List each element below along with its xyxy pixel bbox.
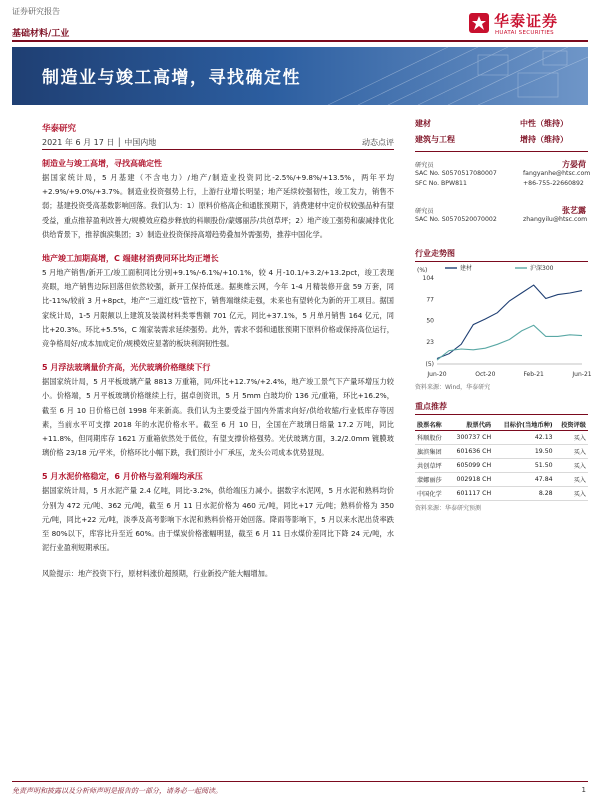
investment-rating: 买入: [555, 445, 588, 459]
y-axis-label: (%): [417, 267, 428, 274]
header-divider: [42, 149, 394, 150]
x-tick-label: Jun-21: [572, 371, 592, 378]
table-source: 资料来源：华泰研究预测: [415, 505, 482, 512]
stock-name: 科顺股份: [415, 431, 448, 445]
y-tick-label: 77: [426, 296, 434, 304]
section-body: 据国家统计局，5 月平板玻璃产量 8813 万重箱，同/环比+12.7%/+2.4%，地产竣工景气下产量环增压力较小。价格端，5 月平板玻璃价格继续上行，据卓创资讯，5 月 5mm 白玻均价 136 元/重箱，环比+16.2%，截至 6 月 10 日价格已创 1998 年来新高。我们认为主要受益于国内外需求向好/供给收缩/行业低库存等因素，当前水平可支撑 2018 年的水泥价格水平。截至 6 月 10 日，全国在产玻璃日熔量 17.2 万吨，同比+11.8%，但同期库存 1621 万重箱依然处于低位，有望支撑价格强势。光伏玻璃方面，3.2/2.0mm 镀膜玻璃价格 23/18 元/平米，价格环比小幅下跌，我们预计小厂承压，龙头公司成本优势显现。: [42, 377, 394, 458]
section-2: [42, 252, 394, 351]
section-heading: 5 月水泥价格稳定，6 月价格与盈利端均承压: [42, 472, 203, 482]
section-body: 据国家统计局，5 月水泥产量 2.4 亿吨，同比-3.2%，供给端压力减小。据数字水泥网，5 月水泥和熟料均价分别为 472 元/吨、362 元/吨，截至 6 月 11 日水泥价格为 460 元/吨，同比+17 元/吨；熟料价格为 350 元/吨，同比+22 元/吨，淡季及高考影响下水泥和熟料价格开始回落。降雨等影响下，5 月以来水泥出货率跌至 80%以下，库容比升至近 60%。由于煤炭价格涨幅明显，截至 6 月 11 日水煤价差同比下降 24 元/吨，水泥行业盈利短期承压。: [42, 486, 394, 553]
analyst-role: 研究员: [415, 208, 434, 215]
stocks-title: 重点推荐: [415, 401, 588, 415]
trend-chart-svg: [415, 262, 592, 380]
section-heading: 地产竣工加期高增，C 端建材消费同环比均正增长: [42, 254, 219, 264]
col-header: 股票代码: [448, 419, 493, 431]
stock-code: 601636 CH: [448, 445, 493, 459]
analyst-card: [415, 206, 588, 232]
analyst-card: [415, 160, 591, 198]
section-3: [42, 361, 394, 460]
target-price: 8.28: [493, 487, 554, 501]
stock-code: 601117 CH: [448, 487, 493, 501]
main-column: [42, 157, 394, 582]
logo-text-cn: 华泰证券: [494, 12, 559, 30]
report-title: 制造业与竣工高增，寻找确定性: [42, 68, 301, 88]
y-tick-label: (5): [425, 361, 434, 368]
series-line-0: [437, 285, 582, 358]
table-row: [415, 487, 588, 501]
analyst-name: 张艺露: [562, 206, 586, 215]
section-body: 5 月地产销售/新开工/竣工面积同比分别+9.1%/-6.1%/+10.1%，较 4 月-10.1/+3.2/+13.2pct，竣工表现亮眼，地产销售边际回落但依然较强，新开工保持低迷。据奥维云网，今年 1-4 月精装修开盘 59 万套，同比-11%/较前 3 月+8pct，地产“三道红线”管控下，销售端继续走强，未来也有望转化为新的开工项目。据国家统计局，1-5 月限额以上建筑及装潢材料类零售额 701 亿元，同比+37.1%，5 月单月销售 164 亿元，同比+20.3%。环比+5.5%，C 端家装需求延续强势。此外，需求不弱和通胀预期下原料价格或保持高位运行，竞争格局好/成本加成定价/规模效应显著的板块利润韧性强。: [42, 268, 394, 349]
section-body: 据国家统计局，5 月基建（不含电力）/地产/制造业投资同比-2.5%/+9.8%/+13.5%，两年平均+2.9%/+9.0%/+3.7%。制造业投资强势上行，上游行业增长明显；地产延续较强韧性，竣工发力，销售不弱；基建投资受高基数影响回落。我们认为：1）原料价格高企和通胀预期下，消费建材中定价权较强品种有望受益，重点推荐盈利改善大/规模效应稳步释放的科顺股份/蒙娜丽莎/共创草坪；2）地产竣工强势和碳减排优化供给背景下，推荐旗滨集团；3）制造业投资保持高增趋势叠加外需强势，推荐中国化学。: [42, 173, 394, 239]
stock-code: 605099 CH: [448, 459, 493, 473]
analyst-sfc: SFC No. BPW811: [415, 180, 467, 187]
stock-name: 中国化学: [415, 487, 448, 501]
risk-warning: 风险提示：地产投资下行，原材料涨价超预期，行业新投产能大幅增加。: [42, 569, 273, 579]
investment-rating: 买入: [555, 487, 588, 501]
investment-rating: 买入: [555, 431, 588, 445]
table-row: [415, 459, 588, 473]
trend-title: 行业走势图: [415, 248, 588, 262]
analyst-sac: SAC No. S0570520070002: [415, 216, 497, 223]
investment-rating: 买入: [555, 473, 588, 487]
section-4: [42, 470, 394, 555]
legend-label: 建材: [460, 265, 473, 272]
stock-code: 002918 CH: [448, 473, 493, 487]
rating-value: 增持（维持）: [520, 135, 568, 144]
col-header: 投资评级: [555, 419, 588, 431]
analyst-email[interactable]: zhangyilu@htsc.com: [523, 216, 588, 223]
section-heading: 制造业与竣工高增，寻找高确定性: [42, 159, 162, 168]
rating-value: 中性（维持）: [520, 119, 568, 128]
section-1: [42, 157, 394, 242]
x-tick-label: Feb-21: [523, 371, 544, 378]
trend-chart: [415, 262, 592, 380]
rating-sector: 建筑与工程: [415, 135, 455, 144]
page-number: 1: [581, 786, 586, 794]
sector-label: 基础材料/工业: [12, 29, 70, 39]
analyst-sac: SAC No. S0570517080007: [415, 170, 497, 177]
x-tick-label: Oct-20: [475, 371, 496, 378]
legend-label: 沪深300: [530, 265, 554, 272]
table-row: [415, 445, 588, 459]
col-header: 目标价(当地币种): [493, 419, 554, 431]
stock-name: 蒙娜丽莎: [415, 473, 448, 487]
analyst-email[interactable]: fangyanhe@htsc.com: [523, 170, 591, 177]
sector-divider: [12, 40, 588, 42]
disclaimer: 免责声明和披露以及分析师声明是报告的一部分，请务必一起阅读。: [12, 787, 222, 795]
stock-code: 300737 CH: [448, 431, 493, 445]
rating-sector: 建材: [415, 119, 431, 128]
target-price: 42.13: [493, 431, 554, 445]
stock-name: 共创草坪: [415, 459, 448, 473]
report-date-region: 2021 年 6 月 17 日 │ 中国内地: [42, 138, 157, 147]
logo-mark-icon: [468, 12, 490, 34]
banner-graphic: [328, 47, 588, 105]
col-header: 股票名称: [415, 419, 448, 431]
series-line-1: [437, 325, 582, 360]
doc-type-label: 证券研究报告: [12, 7, 60, 16]
research-org: 华泰研究: [42, 124, 77, 134]
target-price: 51.50: [493, 459, 554, 473]
rating-row: [415, 134, 588, 150]
rating-row: [415, 118, 588, 134]
analyst-role: 研究员: [415, 162, 434, 169]
footer-divider: [12, 781, 588, 782]
huatai-logo: [468, 10, 588, 42]
rating-divider: [415, 151, 588, 152]
table-row: [415, 431, 588, 445]
x-tick-label: Jun-20: [427, 371, 447, 378]
report-type: 动态点评: [362, 138, 394, 147]
y-tick-label: 23: [426, 338, 434, 346]
table-header-row: [415, 419, 588, 431]
analyst-name: 方晏荷: [562, 160, 586, 169]
target-price: 19.50: [493, 445, 554, 459]
stocks-table: [415, 419, 588, 501]
stock-name: 旗滨集团: [415, 445, 448, 459]
chart-source: 资料来源：Wind，华泰研究: [415, 384, 491, 391]
table-row: [415, 473, 588, 487]
title-banner: [12, 47, 588, 105]
sidebar: [415, 118, 592, 512]
analyst-phone: +86-755-22660892: [523, 180, 584, 187]
y-tick-label: 50: [426, 317, 434, 325]
section-heading: 5 月浮法玻璃量价齐高，光伏玻璃价格继续下行: [42, 363, 211, 373]
investment-rating: 买入: [555, 459, 588, 473]
y-tick-label: 104: [422, 275, 434, 282]
target-price: 47.84: [493, 473, 554, 487]
logo-text-en: HUATAI SECURITIES: [495, 30, 554, 36]
